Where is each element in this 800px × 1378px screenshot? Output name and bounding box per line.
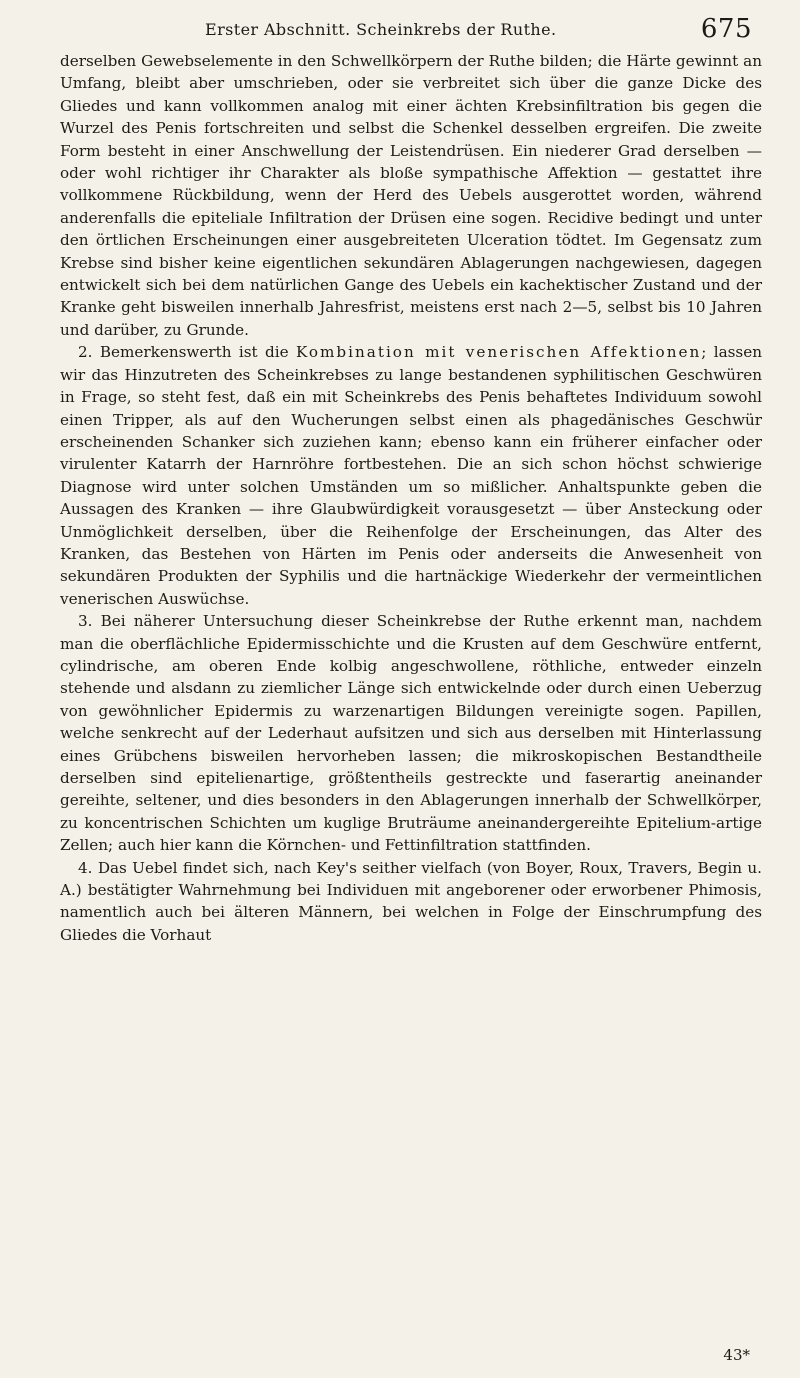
paragraph-4: 4. Das Uebel findet sich, nach Key's seither vielfach (von Boyer, Roux, Travers, Begin u. A.) bestätigter Wahrnehmung bei Individuen mit angeborener oder erworbener Phimosis, namentlich auch bei älteren Männern, bei welchen in Folge der Einschrumpfung des Gliedes die Vorhaut (60, 858, 762, 944)
page-header (60, 14, 760, 54)
paragraph-3: 3. Bei näherer Untersuchung dieser Scheinkrebse der Ruthe erkennt man, nachdem man die oberflächliche Epidermisschichte und die Krusten auf dem Geschwüre entfernt, cylindrische, am oberen Ende kolbig angeschwollene, röthliche, entweder einzeln stehende und alsdann zu ziemlicher Länge sich entwickelnde oder durch einen Ueberzug von gewöhnlicher Epidermis zu warzenartigen Bildungen vereinigte sogen. Papillen, welche senkrecht auf der Lederhaut aufsitzen und sich aus derselben mit Hinterlassung eines Grübchens bisweilen hervorheben lassen; die mikroskopischen Bestandtheile derselben sind epitelienartige, größtentheils gestreckte und faserartig aneinander gereihte, seltener, und dies besonders in den Ablagerungen innerhalb der Schwellkörper, zu koncentrischen Schichten um kuglige Bruträume aneinandergereihte Epitelium-artige Zellen; auch hier kann die Körnchen- und Fettinfiltration stattfinden. (60, 612, 762, 855)
paragraph-continuation: derselben Gewebselemente in den Schwellkörpern der Ruthe bilden; die Härte gewinnt an Umfang, bleibt aber umschrieben, oder sie verbreitet sich über die ganze Dicke des Gliedes und kann vollkommen analog mit einer ächten Krebsinfiltration bis gegen die Wurzel des Penis fortschreiten und selbst die Schenkel desselben ergreifen. Die zweite Form besteht in einer Anschwellung der Leistendrüsen. Ein niederer Grad derselben — oder wohl richtiger ihr Charakter als bloße sympathische Affektion — gestattet ihre vollkommene Rückbildung, wenn der Herd des Uebels ausgerottet worden, während anderenfalls die epiteliale Infiltration der Drüsen eine sogen. Recidive bedingt und unter den örtlichen Erscheinungen einer ausgebreiteten Ulceration tödtet. Im Gegensatz zum Krebse sind bisher keine eigentlichen sekundären Ablagerungen nachgewiesen, dagegen entwickelt sich bei dem natürlichen Gange des Uebels ein kachektischer Zustand und der Kranke geht bisweilen innerhalb Jahresfrist, meistens erst nach 2—5, selbst bis 10 Jahren und darüber, zu Grunde. (60, 52, 762, 339)
signature-mark: 43* (723, 1346, 750, 1364)
body-text (60, 50, 762, 946)
paragraph-2 (60, 341, 762, 610)
paragraph-2-lead: 2. Bemerkenswerth ist die (78, 343, 296, 362)
page-number: 675 (700, 14, 752, 44)
paragraph-2-text: ; lassen wir das Hinzutreten des Scheinkrebses zu lange bestandenen syphilitischen Geschwüren in Frage, so steht fest, daß ein mit Scheinkrebs des Penis behaftetes Individuum sowohl einen Tripper, als auf den Wucherungen selbst einen als phagedänisches Geschwür erscheinenden Schanker sich zuziehen kann; ebenso kann ein früherer einfacher oder virulenter Katarrh der Harnröhre fortbestehen. Die an sich schon höchst schwierige Diagnose wird unter solchen Umständen um so mißlicher. Anhaltspunkte geben die Aussagen des Kranken — ihre Glaubwürdigkeit vorausgesetzt — über Ansteckung oder Unmöglichkeit derselben, über die Reihenfolge der Erscheinungen, das Alter des Kranken, das Bestehen von Härten im Penis oder anderseits die Anwesenheit von sekundären Produkten der Syphilis und die hartnäckige Wiederkehr der vermeintlichen venerischen Auswüchse. (60, 343, 762, 608)
running-head: Erster Abschnitt. Scheinkrebs der Ruthe. (205, 20, 557, 39)
paragraph-2-emphasis: Kombination mit venerischen Affektionen (295, 343, 702, 362)
